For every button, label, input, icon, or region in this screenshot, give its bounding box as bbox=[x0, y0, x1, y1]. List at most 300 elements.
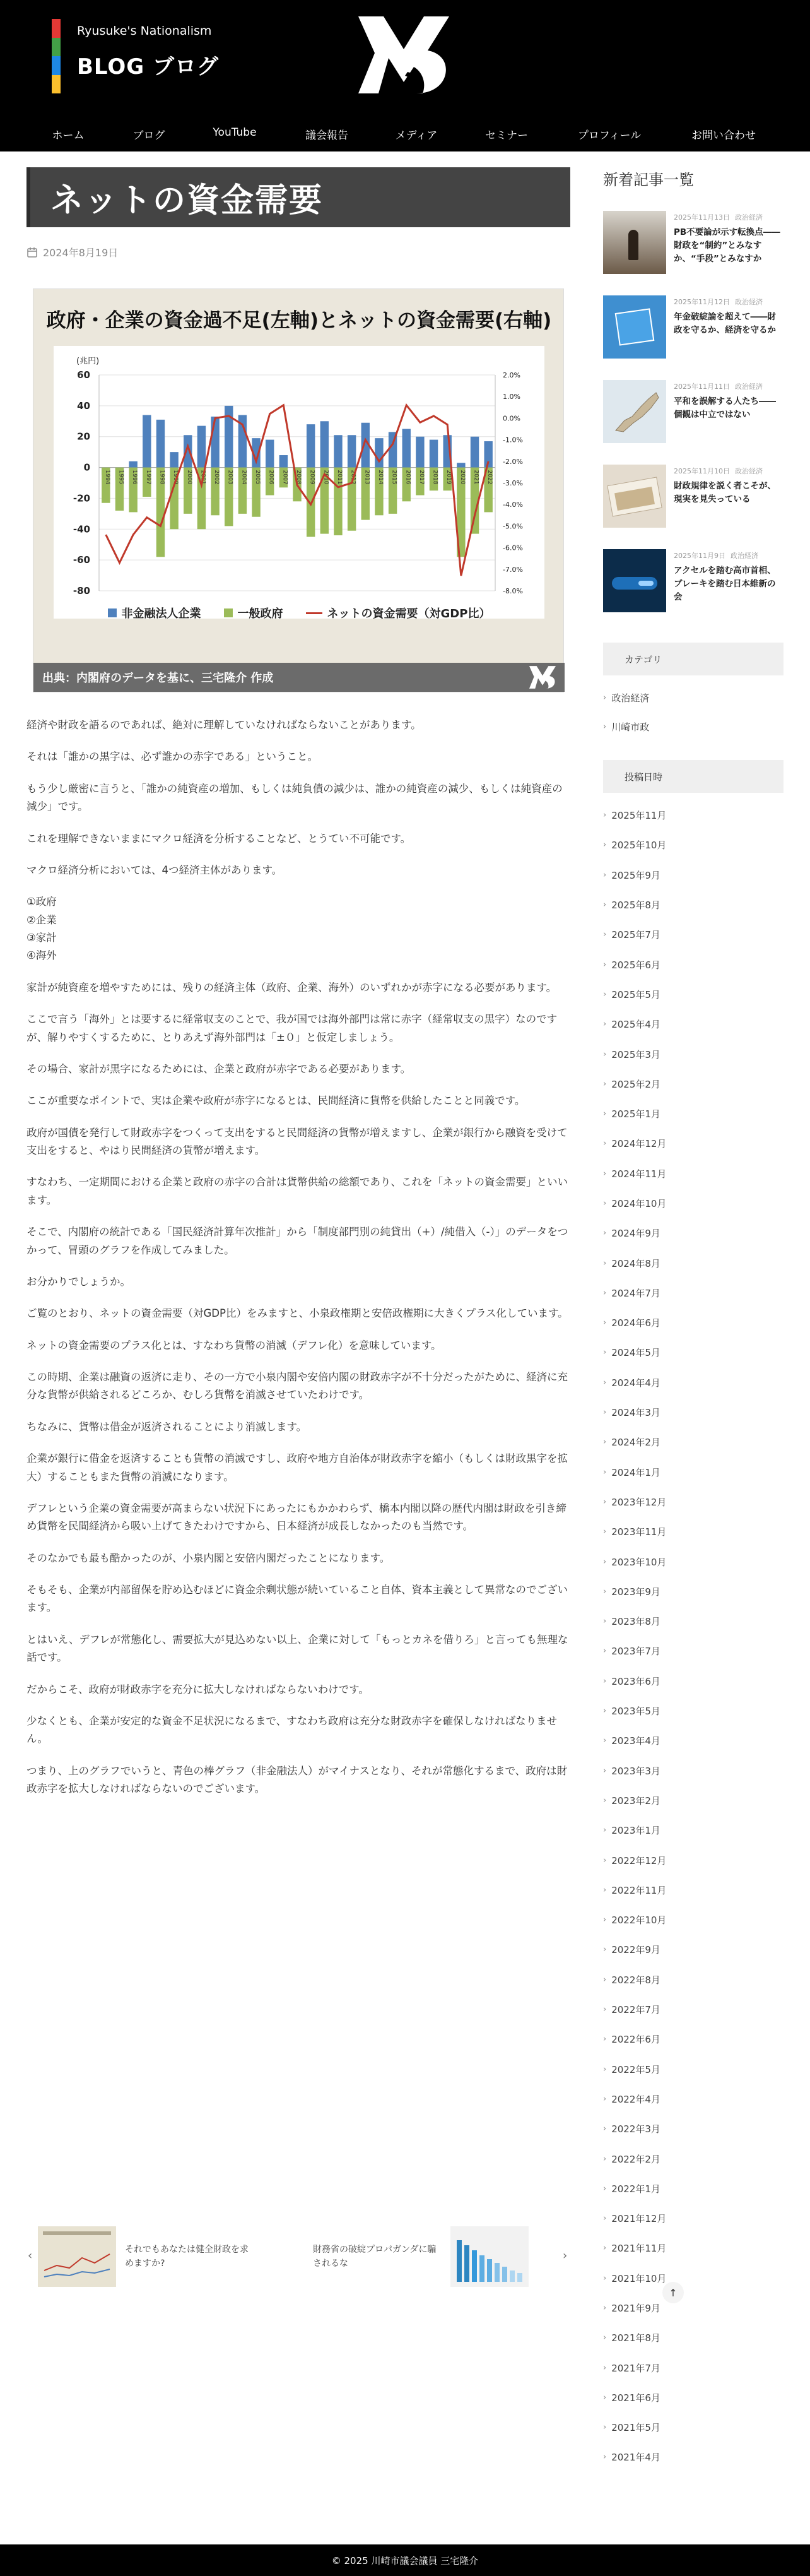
recent-category: 政治経済 bbox=[731, 552, 758, 560]
y2-tick-label: 0.0% bbox=[503, 414, 520, 423]
chart-bar bbox=[416, 437, 424, 468]
article-paragraph: もう少し厳密に言うと、「誰かの純資産の増加、もしくは純負債の減少は、誰かの純資産の減少、もしくは純資産の減少」です。 bbox=[26, 782, 563, 813]
nav-seminar[interactable]: セミナー bbox=[485, 129, 528, 142]
nav-report[interactable]: 議会報告 bbox=[305, 129, 348, 142]
article-paragraph: そのなかでも最も酷かったのが、小泉内閣と安倍内閣だったことになります。 bbox=[26, 1552, 390, 1564]
chevron-right-icon: › bbox=[603, 1019, 607, 1030]
related-title: それでもあなたは健全財政を求めますか? bbox=[125, 2244, 249, 2269]
x-tick-label: 2013 bbox=[363, 470, 370, 485]
archive-item[interactable] bbox=[603, 2054, 784, 2084]
article-paragraph: とはいえ、デフレが常態化し、需要拡大が見込めない以上、企業に対して「もっとカネを借りろ」と言っても無理な話です。 bbox=[26, 1633, 568, 1664]
archive-label: 2023年2月 bbox=[611, 1795, 660, 1807]
site-logo[interactable] bbox=[353, 14, 454, 96]
y2-tick-label: 1.0% bbox=[503, 393, 520, 401]
archive-item[interactable] bbox=[603, 890, 784, 920]
archive-label: 2024年2月 bbox=[611, 1437, 660, 1449]
chart-bar bbox=[170, 452, 178, 467]
recent-post[interactable] bbox=[603, 465, 784, 549]
archive-label: 2025年8月 bbox=[611, 899, 660, 911]
x-tick-label: 2000 bbox=[185, 470, 192, 485]
chart-bar bbox=[320, 421, 329, 467]
chevron-right-icon: › bbox=[603, 1885, 607, 1895]
x-tick-label: 2020 bbox=[459, 470, 466, 485]
recent-category: 政治経済 bbox=[735, 467, 763, 475]
recent-thumbnail bbox=[603, 380, 666, 443]
article-paragraph: 少なくとも、企業が安定的な資金不足状況になるまで、すなわち政府は充分な財政赤字を確保しなければなりません。 bbox=[26, 1714, 558, 1745]
chevron-right-icon: › bbox=[603, 959, 607, 970]
recent-title: 平和を誤解する人たち――個観は中立ではない bbox=[674, 396, 776, 420]
archive-label: 2023年9月 bbox=[611, 1586, 660, 1598]
chevron-right-icon: › bbox=[603, 1377, 607, 1387]
nav-youtube[interactable]: YouTube bbox=[213, 126, 257, 139]
archive-item[interactable] bbox=[603, 1875, 784, 1905]
archive-label: 2021年10月 bbox=[611, 2272, 667, 2284]
chevron-right-icon: › bbox=[603, 692, 607, 703]
chevron-right-icon: › bbox=[603, 1109, 607, 1119]
archive-item[interactable] bbox=[603, 1039, 784, 1069]
archive-label: 2023年12月 bbox=[611, 1496, 667, 1508]
chevron-right-icon: › bbox=[603, 1348, 607, 1358]
recent-posts bbox=[603, 211, 784, 634]
related-thumbnail bbox=[450, 2226, 529, 2287]
related-posts bbox=[26, 2226, 570, 2287]
chart-bar bbox=[143, 415, 151, 468]
article-paragraph: 政府が国債を発行して財政赤字をつくって支出をすると民間経済の貨幣が増えますし、企業が銀行から融資を受けて支出をすると、やはり民間経済の貨幣が増えます。 bbox=[26, 1126, 568, 1156]
archive-label: 2023年8月 bbox=[611, 1616, 660, 1628]
recent-title: 財政規律を説く者こそが、現実を見失っている bbox=[674, 481, 776, 504]
x-tick-label: 2021 bbox=[472, 470, 479, 485]
archive-label: 2025年4月 bbox=[611, 1019, 660, 1031]
archive-label: 2021年5月 bbox=[611, 2422, 660, 2434]
archive-item[interactable] bbox=[603, 2383, 784, 2413]
post-title: ネットの資金需要 bbox=[50, 182, 324, 220]
chevron-right-icon: › bbox=[603, 1646, 607, 1656]
chevron-right-icon: › bbox=[603, 2034, 607, 2045]
x-tick-label: 2007 bbox=[281, 470, 288, 485]
scroll-top-button[interactable] bbox=[662, 2282, 684, 2303]
post-date-text: 2024年8月19日 bbox=[43, 247, 119, 259]
x-tick-label: 2022 bbox=[486, 470, 493, 485]
archive-item[interactable] bbox=[603, 1009, 784, 1039]
archive-label: 2023年6月 bbox=[611, 1675, 660, 1687]
chevron-right-icon: › bbox=[603, 2124, 607, 2134]
recent-date: 2025年11月12日 bbox=[674, 298, 730, 306]
archive-item[interactable] bbox=[603, 920, 784, 949]
brand-subtitle[interactable]: Ryusuke's Nationalism bbox=[77, 24, 212, 38]
y2-tick-label: -2.0% bbox=[503, 457, 523, 466]
nav-blog[interactable]: ブログ bbox=[132, 129, 165, 142]
chevron-right-icon: › bbox=[603, 989, 607, 999]
article-paragraph: ネットの資金需要のプラス化とは、すなわち貨幣の消滅（デフレ化）を意味しています。 bbox=[26, 1339, 442, 1351]
chart-bar bbox=[156, 420, 165, 468]
related-chart-icon bbox=[38, 2226, 116, 2287]
x-tick-label: 2008 bbox=[295, 470, 302, 485]
recent-meta bbox=[674, 381, 784, 391]
chevron-right-icon: › bbox=[603, 2005, 607, 2015]
chevron-right-icon: › bbox=[603, 810, 607, 821]
archive-item[interactable] bbox=[603, 2024, 784, 2054]
archive-item[interactable] bbox=[603, 2413, 784, 2442]
article-paragraph: ここが重要なポイントで、実は企業や政府が赤字になるとは、民間経済に貨幣を供給したことと同義です。 bbox=[26, 1095, 525, 1107]
archive-item[interactable] bbox=[603, 1935, 784, 1964]
chart-bar bbox=[197, 426, 206, 468]
chart-bar bbox=[471, 437, 479, 468]
chevron-right-icon: › bbox=[603, 900, 607, 910]
legend-label: 非金融法人企業 bbox=[121, 607, 201, 620]
archive-item[interactable] bbox=[603, 1845, 784, 1875]
y-tick-label: -80 bbox=[73, 585, 90, 597]
calendar-icon bbox=[26, 247, 38, 258]
y-tick-label: 20 bbox=[77, 430, 90, 442]
archive-item[interactable] bbox=[603, 1308, 784, 1338]
category-label: 川崎市政 bbox=[611, 721, 650, 733]
article-paragraph: そもそも、企業が内部留保を貯め込むほどに資金余剰状態が続いていること自体、資本主義として異常なのでございます。 bbox=[26, 1584, 568, 1614]
x-tick-label: 2001 bbox=[199, 470, 206, 485]
legend-item bbox=[224, 605, 283, 621]
archive-item[interactable] bbox=[603, 2174, 784, 2204]
recent-post[interactable] bbox=[603, 295, 784, 380]
chevron-right-icon: › bbox=[603, 2423, 607, 2433]
archive-label: 2023年4月 bbox=[611, 1735, 660, 1747]
chart-bar bbox=[307, 424, 315, 467]
y2-tick-label: -3.0% bbox=[503, 479, 523, 487]
chevron-right-icon: › bbox=[603, 1408, 607, 1418]
archive-label: 2022年5月 bbox=[611, 2063, 660, 2075]
article-paragraph: この時期、企業は融資の返済に走り、その一方で小泉内閣や安倍内閣の財政赤字が不十分だったがために、経済に充分な貨幣が供給されるどころか、むしろ貨幣を消滅させていたわけです。 bbox=[26, 1371, 568, 1401]
recent-post[interactable] bbox=[603, 380, 784, 465]
archive-item[interactable] bbox=[603, 1129, 784, 1158]
chevron-right-icon: › bbox=[603, 1199, 607, 1208]
chart-bar bbox=[430, 440, 438, 468]
y2-tick-label: -1.0% bbox=[503, 436, 523, 444]
chevron-right-icon: › bbox=[603, 1825, 607, 1836]
archive-item[interactable] bbox=[603, 1577, 784, 1606]
archive-label: 2025年11月 bbox=[611, 810, 667, 822]
x-tick-label: 2011 bbox=[336, 470, 343, 485]
chevron-right-icon: › bbox=[603, 1318, 607, 1328]
archive-item[interactable] bbox=[603, 830, 784, 860]
category-item[interactable] bbox=[603, 712, 784, 741]
archive-label: 2024年5月 bbox=[611, 1347, 660, 1359]
archive-label: 2022年9月 bbox=[611, 1944, 660, 1956]
archive-label: 2024年6月 bbox=[611, 1317, 660, 1329]
chevron-right-icon: › bbox=[603, 2333, 607, 2343]
recent-date: 2025年11月10日 bbox=[674, 467, 730, 475]
archive-heading: 投稿日時 bbox=[603, 760, 784, 793]
related-card[interactable] bbox=[38, 2226, 251, 2287]
archive-item[interactable] bbox=[603, 1666, 784, 1696]
archive-item[interactable] bbox=[603, 1338, 784, 1367]
archive-label: 2021年9月 bbox=[611, 2302, 660, 2314]
chevron-right-icon: › bbox=[603, 1557, 607, 1567]
article-paragraph: だからこそ、政府が財政赤字を充分に拡大しなければならないわけです。 bbox=[26, 1683, 369, 1695]
archive-label: 2022年11月 bbox=[611, 1884, 667, 1896]
chevron-right-icon: › bbox=[603, 1706, 607, 1716]
x-tick-label: 2012 bbox=[349, 470, 356, 485]
chart-bar bbox=[211, 417, 219, 468]
related-bar-chart-icon bbox=[450, 2226, 529, 2287]
archive-label: 2022年7月 bbox=[611, 2004, 660, 2016]
legend-label: ネットの資金需要（対GDP比） bbox=[327, 607, 491, 620]
archive-item[interactable] bbox=[603, 1398, 784, 1427]
category-list bbox=[603, 683, 784, 741]
archive-label: 2023年1月 bbox=[611, 1825, 660, 1837]
chevron-right-icon: › bbox=[603, 2214, 607, 2224]
archive-label: 2022年6月 bbox=[611, 2034, 660, 2046]
legend-item bbox=[306, 605, 491, 621]
chevron-right-icon: › bbox=[603, 1915, 607, 1925]
chevron-right-icon: › bbox=[603, 1676, 607, 1686]
archive-item[interactable] bbox=[603, 1905, 784, 1935]
archive-label: 2021年4月 bbox=[611, 2452, 660, 2464]
chart-legend bbox=[33, 605, 565, 621]
archive-label: 2022年10月 bbox=[611, 1914, 667, 1926]
archive-label: 2025年2月 bbox=[611, 1078, 660, 1090]
archive-label: 2021年12月 bbox=[611, 2213, 667, 2225]
archive-item[interactable] bbox=[603, 949, 784, 979]
archive-item[interactable] bbox=[603, 2353, 784, 2382]
y2-tick-label: -6.0% bbox=[503, 543, 523, 552]
archive-item[interactable] bbox=[603, 1159, 784, 1189]
archive-label: 2023年3月 bbox=[611, 1765, 660, 1777]
nav-media[interactable]: メディア bbox=[395, 129, 438, 142]
chevron-right-icon: › bbox=[603, 2452, 607, 2462]
y2-tick-label: -4.0% bbox=[503, 501, 523, 509]
related-card[interactable] bbox=[304, 2226, 529, 2287]
archive-item[interactable] bbox=[603, 1278, 784, 1308]
nav-home[interactable]: ホーム bbox=[52, 129, 85, 142]
article-paragraph: ちなみに、貨幣は借金が返済されることにより消滅します。 bbox=[26, 1420, 307, 1433]
sidebar bbox=[603, 167, 784, 2472]
x-tick-label: 1996 bbox=[131, 470, 138, 485]
archive-item[interactable] bbox=[603, 2293, 784, 2323]
archive-item[interactable] bbox=[603, 2264, 784, 2293]
archive-item[interactable] bbox=[603, 860, 784, 890]
chevron-right-icon: › bbox=[603, 1228, 607, 1238]
chevron-right-icon: › bbox=[603, 1467, 607, 1477]
archive-item[interactable] bbox=[603, 1517, 784, 1546]
archive-item[interactable] bbox=[603, 1995, 784, 2024]
category-label: 政治経済 bbox=[611, 692, 650, 704]
recent-date: 2025年11月13日 bbox=[674, 213, 730, 222]
recent-meta bbox=[674, 466, 784, 476]
article-paragraph: それは「誰かの黒字は、必ず誰かの赤字である」ということ。 bbox=[26, 751, 318, 763]
chevron-right-icon: › bbox=[603, 1617, 607, 1627]
x-tick-label: 2006 bbox=[267, 470, 274, 485]
x-tick-label: 2004 bbox=[240, 470, 247, 485]
x-tick-label: 1995 bbox=[117, 470, 124, 485]
category-item[interactable] bbox=[603, 683, 784, 712]
chevron-right-icon: › bbox=[603, 2273, 607, 2283]
y-axis-label: (兆円) bbox=[76, 357, 100, 366]
archive-label: 2022年3月 bbox=[611, 2123, 660, 2135]
archive-item[interactable] bbox=[603, 1427, 784, 1457]
related-next-icon[interactable]: › bbox=[563, 2249, 568, 2262]
archive-label: 2024年11月 bbox=[611, 1168, 667, 1180]
recent-category: 政治経済 bbox=[735, 298, 763, 306]
archive-label: 2024年10月 bbox=[611, 1198, 667, 1209]
chart-bar bbox=[279, 455, 288, 468]
archive-item[interactable] bbox=[603, 2442, 784, 2472]
global-nav bbox=[0, 112, 810, 151]
recent-title: アクセルを踏む高市首相、ブレーキを踏む日本維新の会 bbox=[674, 566, 776, 602]
archive-item[interactable] bbox=[603, 1696, 784, 1726]
archive-item[interactable] bbox=[603, 1368, 784, 1398]
article-paragraph: ①政府 ②企業 ③家計 ④海外 bbox=[26, 896, 57, 962]
related-thumbnail bbox=[38, 2226, 116, 2287]
article-paragraph: ここで言う「海外」とは要するに経常収支のことで、我が国では海外部門は常に赤字（経常収支の黒字）なのですが、解りやすくするために、とりあえず海外部門は「±０」と仮定しましょう。 bbox=[26, 1013, 558, 1043]
recent-thumbnail bbox=[603, 211, 666, 274]
article-paragraph: ご覧のとおり、ネットの資金需要（対GDP比）をみますと、小泉政権期と安倍政権期に大きくプラス化しています。 bbox=[26, 1307, 568, 1320]
archive-item[interactable] bbox=[603, 1099, 784, 1129]
archive-item[interactable] bbox=[603, 1189, 784, 1218]
archive-item[interactable] bbox=[603, 800, 784, 830]
y2-tick-label: -7.0% bbox=[503, 565, 523, 574]
article-paragraph: 家計が純資産を増やすためには、残りの経済主体（政府、企業、海外）のいずれかが赤字になる必要があります。 bbox=[26, 981, 557, 994]
archive-item[interactable] bbox=[603, 2144, 784, 2173]
y2-tick-label: -8.0% bbox=[503, 587, 523, 595]
main-content bbox=[26, 167, 570, 2269]
archive-label: 2022年2月 bbox=[611, 2153, 660, 2165]
y-tick-label: 60 bbox=[77, 369, 90, 381]
post-date bbox=[26, 245, 570, 259]
legend-label: 一般政府 bbox=[237, 607, 283, 620]
related-prev-icon[interactable]: ‹ bbox=[28, 2249, 33, 2262]
chevron-right-icon: › bbox=[603, 870, 607, 880]
recent-post[interactable] bbox=[603, 549, 784, 634]
x-tick-label: 2016 bbox=[404, 470, 411, 485]
chart-source-text: 出典：内閣府のデータを基に、三宅隆介 作成 bbox=[42, 672, 274, 685]
recent-post[interactable] bbox=[603, 211, 784, 295]
x-tick-label: 1994 bbox=[103, 470, 110, 485]
archive-item[interactable] bbox=[603, 2233, 784, 2263]
chevron-right-icon: › bbox=[603, 2392, 607, 2402]
archive-item[interactable] bbox=[603, 1606, 784, 1636]
x-tick-label: 1999 bbox=[172, 470, 179, 485]
chevron-right-icon: › bbox=[603, 1497, 607, 1507]
article-paragraph: 企業が銀行に借金を返済することも貨幣の消滅ですし、政府や地方自治体が財政赤字を縮小（もしくは財政黒字を拡大）することもまた貨幣の消滅になります。 bbox=[26, 1452, 568, 1483]
archive-label: 2025年5月 bbox=[611, 988, 660, 1000]
article-paragraph: これを理解できないままにマクロ経済を分析することなど、とうてい不可能です。 bbox=[26, 832, 411, 845]
archive-item[interactable] bbox=[603, 1965, 784, 1995]
archive-label: 2025年7月 bbox=[611, 929, 660, 941]
archive-item[interactable] bbox=[603, 1815, 784, 1845]
archive-item[interactable] bbox=[603, 1756, 784, 1786]
y-tick-label: -20 bbox=[73, 492, 90, 504]
archive-label: 2024年7月 bbox=[611, 1287, 660, 1299]
archive-item[interactable] bbox=[603, 1457, 784, 1487]
archive-label: 2025年10月 bbox=[611, 840, 667, 852]
chevron-right-icon: › bbox=[603, 2064, 607, 2074]
x-tick-label: 2005 bbox=[254, 470, 261, 485]
recent-category: 政治経済 bbox=[735, 383, 763, 391]
chevron-right-icon: › bbox=[603, 1527, 607, 1537]
article-paragraph: その場合、家計が黒字になるためには、企業と政府が赤字である必要があります。 bbox=[26, 1062, 411, 1075]
y-tick-label: -60 bbox=[73, 554, 90, 566]
archive-label: 2022年12月 bbox=[611, 1855, 667, 1867]
y-tick-label: 40 bbox=[77, 400, 90, 412]
article-paragraph: マクロ経済分析においては、4つ経済主体があります。 bbox=[26, 864, 283, 876]
archive-label: 2024年4月 bbox=[611, 1377, 660, 1389]
chevron-right-icon: › bbox=[603, 1855, 607, 1865]
x-tick-label: 2002 bbox=[213, 470, 220, 485]
chevron-right-icon: › bbox=[603, 1258, 607, 1268]
archive-item[interactable] bbox=[603, 1069, 784, 1099]
recent-title: PB不要論が示す転換点――財政を“制約”とみなすか、“手段”とみなすか bbox=[674, 227, 780, 264]
archive-label: 2024年9月 bbox=[611, 1228, 660, 1240]
chevron-right-icon: › bbox=[603, 840, 607, 850]
archive-item[interactable] bbox=[603, 2084, 784, 2114]
x-tick-label: 2010 bbox=[322, 470, 329, 485]
recent-title: 年金破綻論を超えて――財政を守るか、経済を守るか bbox=[674, 312, 776, 335]
archive-label: 2023年5月 bbox=[611, 1706, 660, 1718]
archive-item[interactable] bbox=[603, 2114, 784, 2144]
archive-item[interactable] bbox=[603, 2204, 784, 2233]
archive-item[interactable] bbox=[603, 980, 784, 1009]
chart bbox=[54, 346, 544, 619]
archive-item[interactable] bbox=[603, 1726, 784, 1755]
nav-profile[interactable]: プロフィール bbox=[577, 129, 642, 142]
article-paragraph: 経済や財政を語るのであれば、絶対に理解していなければならないことがあります。 bbox=[26, 719, 421, 731]
chart-source bbox=[33, 663, 565, 692]
archive-label: 2024年3月 bbox=[611, 1407, 660, 1419]
chart-bar bbox=[375, 438, 383, 467]
chevron-right-icon: › bbox=[603, 1049, 607, 1059]
archive-item[interactable] bbox=[603, 1546, 784, 1576]
archive-label: 2025年3月 bbox=[611, 1048, 660, 1060]
y2-tick-label: 2.0% bbox=[503, 371, 520, 379]
archive-label: 2023年11月 bbox=[611, 1526, 667, 1538]
y-tick-label: 0 bbox=[83, 461, 90, 473]
legend-item bbox=[108, 605, 201, 621]
chart-bar bbox=[457, 463, 465, 467]
archive-item[interactable] bbox=[603, 1248, 784, 1278]
chevron-right-icon: › bbox=[603, 2363, 607, 2373]
recent-date: 2025年11月9日 bbox=[674, 552, 725, 560]
article-paragraph: デフレという企業の資金需要が高まらない状況下にあったにもかかわらず、橋本内閣以降の歴代内閣は財政を引き締め貨幣を民間経済から吸い上げてきたわけですから、日本経済が成長しなかったのも当然です。 bbox=[26, 1502, 566, 1533]
x-tick-label: 2019 bbox=[445, 470, 452, 485]
archive-label: 2022年8月 bbox=[611, 1974, 660, 1986]
chart-bar bbox=[129, 461, 137, 468]
archive-item[interactable] bbox=[603, 1786, 784, 1815]
article-paragraph: お分かりでしょうか。 bbox=[26, 1275, 131, 1288]
article-body bbox=[26, 716, 570, 1812]
map-icon bbox=[603, 380, 666, 443]
archive-label: 2021年8月 bbox=[611, 2332, 660, 2344]
chevron-right-icon: › bbox=[603, 1736, 607, 1746]
chevron-right-icon: › bbox=[603, 1766, 607, 1776]
recent-heading: 新着記事一覧 bbox=[603, 171, 694, 189]
chart-title: 政府・企業の資金過不足(左軸)とネットの資金需要(右軸) bbox=[46, 309, 552, 332]
y2-tick-label: -5.0% bbox=[503, 522, 523, 531]
archive-list bbox=[603, 800, 784, 2472]
chevron-right-icon: › bbox=[603, 1139, 607, 1149]
nav-contact[interactable]: お問い合わせ bbox=[691, 129, 756, 142]
chevron-right-icon: › bbox=[603, 2243, 607, 2253]
category-heading: カテゴリ bbox=[603, 643, 784, 675]
chart-bar bbox=[184, 435, 192, 467]
chevron-right-icon: › bbox=[603, 1945, 607, 1955]
archive-item[interactable] bbox=[603, 1487, 784, 1517]
site-footer bbox=[0, 2544, 810, 2576]
archive-item[interactable] bbox=[603, 1636, 784, 1666]
archive-item[interactable] bbox=[603, 1218, 784, 1248]
archive-label: 2024年12月 bbox=[611, 1138, 667, 1150]
x-tick-label: 2003 bbox=[226, 470, 233, 485]
archive-item[interactable] bbox=[603, 2323, 784, 2353]
brand-title[interactable]: BLOG ブログ bbox=[77, 54, 220, 80]
x-tick-label: 1998 bbox=[158, 470, 165, 485]
